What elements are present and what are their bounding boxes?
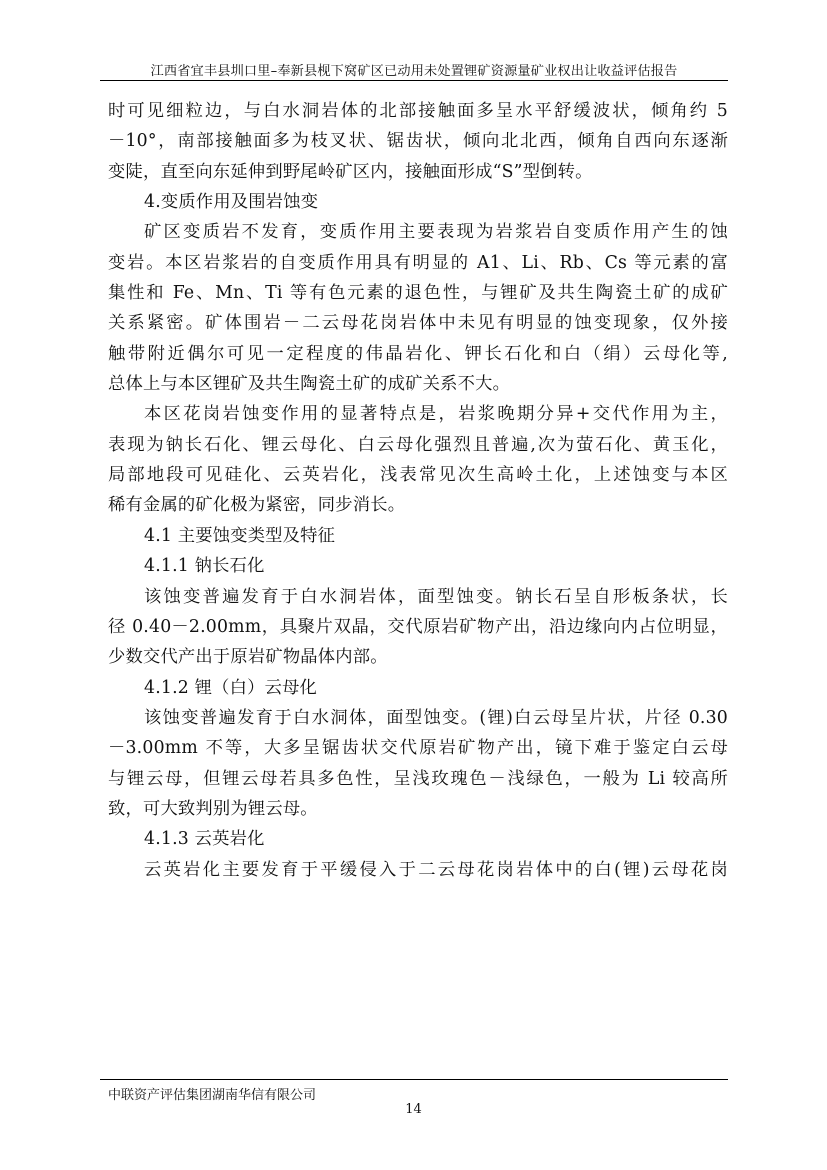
text-line: 4.1.1 钠长石化 [144,556,265,577]
text-line: 局部地段可见硅化、云英岩化，浅表常见次生高岭土化，上述蚀变与本区 [108,465,728,486]
footer-divider [100,1079,728,1080]
text-line: 矿区变质岩不发育，变质作用主要表现为岩浆岩自变质作用产生的蚀 [144,222,728,243]
text-line: 致，可大致判别为锂云母。 [108,798,318,819]
text-line: 云英岩化主要发育于平缓侵入于二云母花岗岩体中的白(锂)云母花岗 [144,859,728,880]
footer-company: 中联资产评估集团湖南华信有限公司 [108,1088,317,1103]
text-line: 变陡，直至向东延伸到野尾岭矿区内，接触面形成“S”型倒转。 [108,161,593,182]
text-line: －10°，南部接触面多为枝叉状、锯齿状，倾向北北西，倾角自西向东逐渐 [108,131,728,152]
document-body [108,96,728,885]
text-line: 该蚀变普遍发育于白水洞岩体，面型蚀变。钠长石呈自形板条状，长 [144,586,728,607]
text-line: 4.变质作用及围岩蚀变 [144,192,319,213]
text-line: 4.1.3 云英岩化 [144,829,265,850]
text-line: 总体上与本区锂矿及共生陶瓷土矿的成矿关系不大。 [108,374,511,395]
text-line: 本区花岗岩蚀变作用的显著特点是，岩浆晚期分异+交代作用为主， [144,404,728,425]
page-number: 14 [405,1102,422,1117]
text-line: 4.1.2 锂（白）云母化 [144,677,318,698]
text-line: 时可见细粒边，与白水洞岩体的北部接触面多呈水平舒缓波状，倾角约 5 [108,101,728,121]
text-line: 关系紧密。矿体围岩－二云母花岗岩体中未见有明显的蚀变现象，仅外接 [108,313,728,334]
text-line: 变岩。本区岩浆岩的自变质作用具有明显的 A1、Li、Rb、Cs 等元素的富 [108,252,728,273]
text-line: 该蚀变普遍发育于白水洞体，面型蚀变。(锂)白云母呈片状，片径 0.30 [144,707,728,728]
text-line: 触带附近偶尔可见一定程度的伟晶岩化、钾长石化和白（绢）云母化等, [108,343,728,364]
text-line: 与锂云母，但锂云母若具多色性，呈浅玫瑰色－浅绿色，一般为 Li 较高所 [108,768,728,789]
text-line: 少数交代产出于原岩矿物晶体内部。 [108,647,388,668]
text-line: 表现为钠长石化、锂云母化、白云母化强烈且普遍,次为萤石化、黄玉化， [108,434,728,455]
text-line: 4.1 主要蚀变类型及特征 [144,525,336,546]
text-line: 稀有金属的矿化极为紧密，同步消长。 [108,495,406,516]
header-divider [100,80,728,81]
text-line: －3.00mm 不等，大多呈锯齿状交代原岩矿物产出，镜下难于鉴定白云母 [108,738,728,759]
text-line: 径 0.40－2.00mm，具聚片双晶，交代原岩矿物产出，沿边缘向内占位明显， [108,616,728,637]
header-title: 江西省宜丰县圳口里–奉新县枧下窝矿区已动用未处置锂矿资源量矿业权出让收益评估报告 [150,64,678,79]
text-line: 集性和 Fe、Mn、Ti 等有色元素的退色性，与锂矿及共生陶瓷土矿的成矿 [108,283,728,304]
